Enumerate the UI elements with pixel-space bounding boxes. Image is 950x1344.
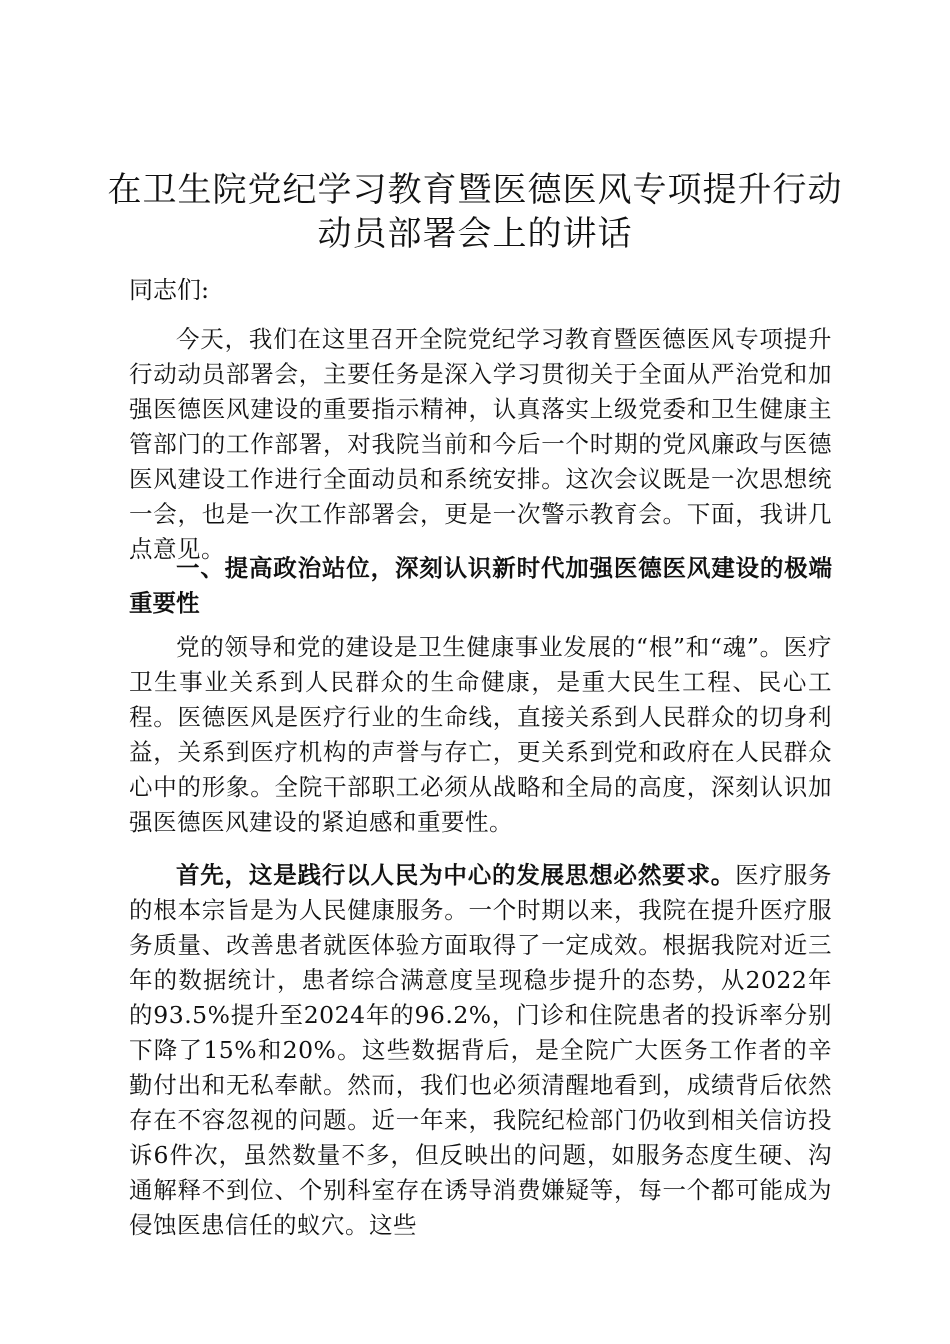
section-1-paragraph: 党的领导和党的建设是卫生健康事业发展的“根”和“魂”。医疗卫生事业关系到人民群众的生命健康，是重大民生工程、民心工程。医德医风是医疗行业的生命线，直接关系到人民群众的切身利益，关系到医疗机构的声誉与存亡，更关系到党和政府在人民群众心中的形象。全院干部职工必须从战略和全局的高度，深刻认识加强医德医风建设的紧迫感和重要性。 [129, 633, 832, 836]
point-1-body: 医疗服务的根本宗旨是为人民健康服务。一个时期以来，我院在提升医疗服务质量、改善患者就医体验方面取得了一定成效。根据我院对近三年的数据统计，患者综合满意度呈现稳步提升的态势，从2022年的93.5%提升至2024年的96.2%，门诊和住院患者的投诉率分别下降了15%和20%。这些数据背后，是全院广大医务工作者的辛勤付出和无私奉献。然而，我们也必须清醒地看到，成绩背后依然存在不容忽视的问题。近一年来，我院纪检部门仍收到相关信访投诉6件次，虽然数量不多，但反映出的问题，如服务态度生硬、沟通解释不到位、个别科室存在诱导消费嫌疑等，每一个都可能成为侵蚀医患信任的蚁穴。这些 [129, 861, 833, 1239]
section-heading-1: 一、提高政治站位，深刻认识新时代加强医德医风建设的极端重要性 [129, 554, 832, 617]
document-title: 在卫生院党纪学习教育暨医德医风专项提升行动动员部署会上的讲话 [107, 170, 843, 254]
point-1-lead: 首先，这是践行以人民为中心的发展思想必然要求。 [176, 861, 736, 889]
point-1-paragraph [129, 858, 832, 1243]
salutation: 同志们: [129, 276, 210, 304]
intro-paragraph: 今天，我们在这里召开全院党纪学习教育暨医德医风专项提升行动动员部署会，主要任务是深入学习贯彻关于全面从严治党和加强医德医风建设的重要指示精神，认真落实上级党委和卫生健康主管部门的工作部署，对我院当前和今后一个时期的党风廉政与医德医风建设工作进行全面动员和系统安排。这次会议既是一次思想统一会，也是一次工作部署会，更是一次警示教育会。下面，我讲几点意见。 [129, 325, 832, 563]
